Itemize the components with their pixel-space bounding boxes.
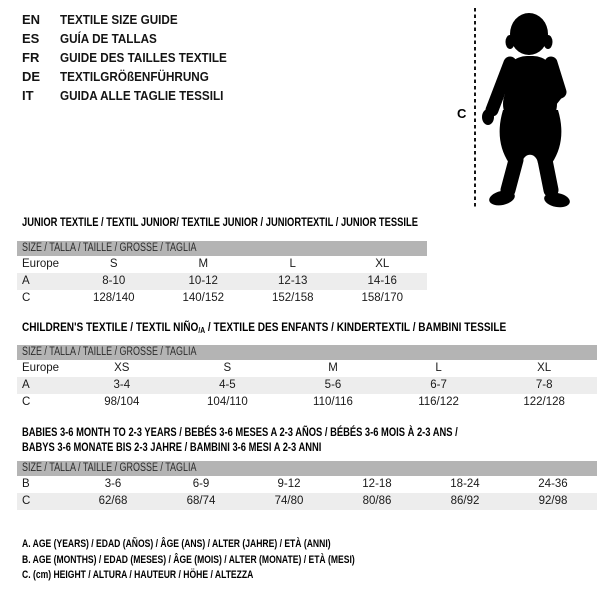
size-cell: XL: [375, 258, 390, 270]
lang-title: GUIDA ALLE TAGLIE TESSILI: [60, 88, 224, 103]
height-label: C: [457, 106, 467, 121]
size-cell: 6-7: [430, 379, 447, 391]
table-row-age-months: [17, 476, 597, 493]
size-cell: 9-12: [277, 478, 301, 490]
lang-row-en: [22, 10, 245, 29]
size-cell: XS: [114, 362, 130, 374]
size-cell: 7-8: [535, 379, 553, 391]
size-cell: 86/92: [450, 495, 480, 507]
size-cell: 8-10: [102, 275, 126, 287]
children-section-title: CHILDREN'S TEXTILE / TEXTIL $NIÑO_{/A}$ / TEXTILE DES ENFANTS / KINDERTEXTIL / BAMBINI TESSILE: [22, 320, 507, 335]
lang-title: GUÍA DE TALLAS: [60, 31, 157, 46]
size-cell: 4-5: [219, 379, 236, 391]
row-label: C: [22, 396, 31, 408]
table-row-height: [17, 290, 427, 307]
row-label: Europe: [22, 258, 60, 270]
baby-silhouette: [482, 13, 571, 209]
table-row-height: [17, 394, 597, 411]
size-cell: XL: [537, 362, 552, 374]
size-cell: 18-24: [450, 478, 480, 490]
size-cell: 98/104: [104, 396, 140, 408]
size-header-band: SIZE / TALLA / TAILLE / GRÖSSE / TAGLIA: [17, 345, 597, 360]
baby-figure: [440, 0, 600, 220]
size-cell: 62/68: [98, 495, 128, 507]
lang-code: IT: [22, 88, 34, 103]
size-cell: 80/86: [362, 495, 392, 507]
row-label: Europe: [22, 362, 60, 374]
size-cell: S: [109, 258, 118, 270]
size-cell: M: [198, 258, 209, 270]
size-cell: 5-6: [324, 379, 342, 391]
row-label: C: [22, 292, 31, 304]
size-cell: L: [289, 258, 296, 270]
lang-row-de: [22, 67, 245, 86]
size-cell: S: [223, 362, 232, 374]
size-cell: 10-12: [188, 275, 218, 287]
size-cell: 92/98: [538, 495, 568, 507]
size-cell: 74/80: [274, 495, 304, 507]
lang-code: DE: [22, 69, 41, 84]
row-label: B: [22, 478, 30, 490]
size-header-band: SIZE / TALLA / TAILLE / GRÖSSE / TAGLIA: [17, 461, 597, 476]
lang-row-es: [22, 29, 245, 48]
size-cell: 158/170: [361, 292, 404, 304]
legend-footnotes: [22, 537, 449, 584]
table-row-age: [17, 273, 427, 290]
lang-title: TEXTILE SIZE GUIDE: [60, 12, 178, 27]
row-label: A: [22, 275, 30, 287]
size-cell: 3-6: [104, 478, 122, 490]
size-cell: 152/158: [271, 292, 314, 304]
language-title-list: [22, 10, 245, 105]
size-cell: 12-18: [362, 478, 392, 490]
size-cell: L: [435, 362, 442, 374]
size-cell: 68/74: [186, 495, 216, 507]
table-row-age: [17, 377, 597, 394]
size-cell: 140/152: [182, 292, 225, 304]
size-cell: 24-36: [538, 478, 568, 490]
footnote-age-years: A. AGE (YEARS) / EDAD (AÑOS) / ÂGE (ANS) / ALTER (JAHRE) / ETÀ (ANNI): [22, 538, 331, 550]
junior-size-table: [17, 241, 427, 307]
lang-row-it: [22, 86, 245, 105]
footnote-age-months: B. AGE (MONTHS) / EDAD (MESES) / ÂGE (MOIS) / ALTER (MONATE) / ETÀ (MESI): [22, 553, 355, 566]
lang-title: GUIDE DES TAILLES TEXTILE: [60, 50, 227, 65]
size-cell: 14-16: [367, 275, 397, 287]
size-header-band: SIZE / TALLA / TAILLE / GRÖSSE / TAGLIA: [17, 241, 427, 256]
title-subscript: /A: [198, 326, 206, 335]
size-cell: 104/110: [207, 396, 248, 408]
table-row-europe: [17, 360, 597, 377]
row-label: C: [22, 495, 31, 507]
size-cell: M: [328, 362, 338, 374]
size-cell: 6-9: [192, 478, 210, 490]
lang-code: EN: [22, 12, 41, 27]
table-row-europe: [17, 256, 427, 273]
table-row-height: [17, 493, 597, 510]
lang-row-fr: [22, 48, 245, 67]
junior-section-title: JUNIOR TEXTILE / TEXTIL JUNIOR/ TEXTILE JUNIOR / JUNIORTEXTIL / JUNIOR TESSILE: [22, 215, 418, 229]
lang-title: TEXTILGRÖßENFÜHRUNG: [60, 69, 209, 84]
babies-size-table: [17, 461, 597, 510]
size-cell: 12-13: [278, 275, 308, 287]
footnote-height: C. (cm) HEIGHT / ALTURA / HAUTEUR / HÖHE / ALTEZZA: [22, 569, 254, 581]
babies-section-title: BABIES 3-6 MONTH TO 2-3 YEARS / BEBÉS 3-6 MESES A 2-3 AÑOS / BÉBÉS 3-6 MOIS À 2-3 ANS / BABYS 3-6 MONATE BIS 2-3 JAHRE / BAMBINI 3-6 MESI A 2-3 ANNI: [22, 425, 458, 454]
size-cell: 116/122: [418, 396, 459, 408]
lang-code: FR: [22, 50, 40, 65]
size-cell: 128/140: [92, 292, 135, 304]
size-cell: 122/128: [523, 396, 565, 408]
size-cell: 110/116: [313, 396, 353, 408]
children-size-table: [17, 345, 597, 411]
lang-code: ES: [22, 31, 40, 46]
size-cell: 3-4: [113, 379, 131, 391]
row-label: A: [22, 379, 30, 391]
